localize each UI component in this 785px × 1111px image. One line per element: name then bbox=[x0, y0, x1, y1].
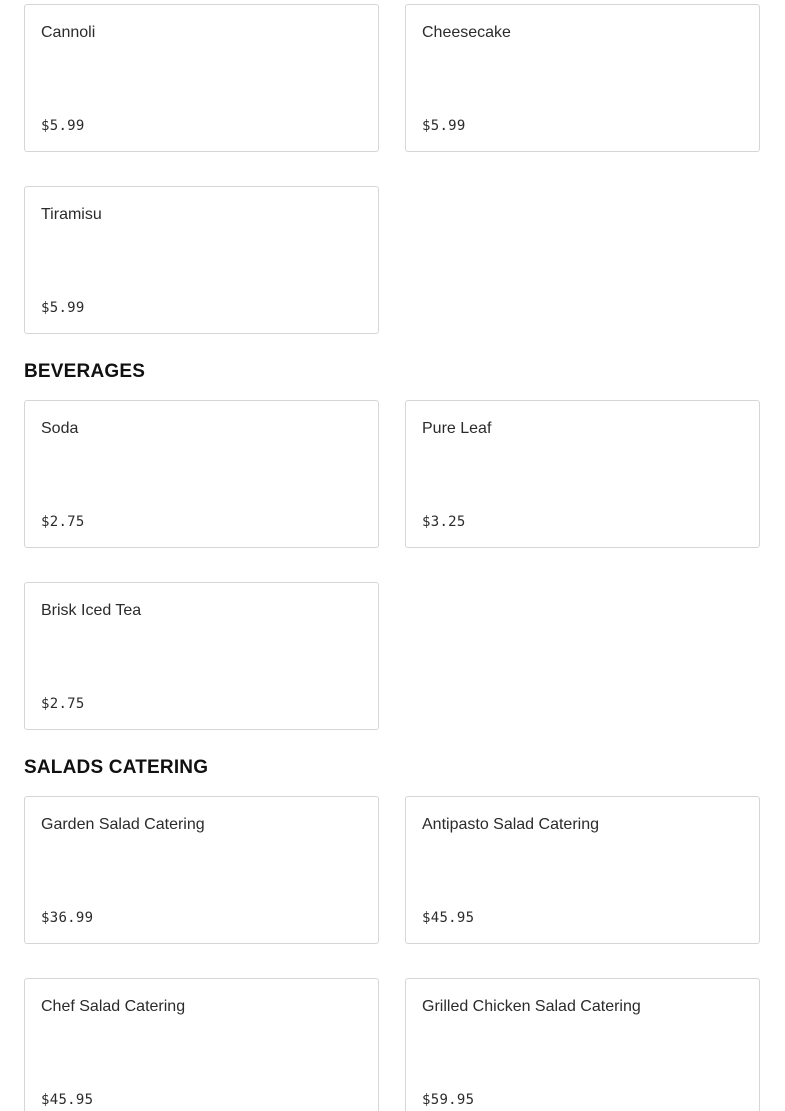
menu-item-card-cheesecake[interactable] bbox=[405, 4, 760, 152]
menu-item-name: Cheesecake bbox=[422, 24, 511, 41]
menu-item-card-chef-salad-catering[interactable] bbox=[24, 978, 379, 1111]
menu-item-price: $2.75 bbox=[41, 696, 85, 712]
menu-item-card-garden-salad-catering[interactable] bbox=[24, 796, 379, 944]
menu-item-card-pure-leaf[interactable] bbox=[405, 400, 760, 548]
menu-item-price: $2.75 bbox=[41, 514, 85, 530]
menu-item-name: Brisk Iced Tea bbox=[41, 602, 142, 619]
menu-item-name: Pure Leaf bbox=[422, 420, 492, 437]
menu-item-name: Chef Salad Catering bbox=[41, 998, 186, 1015]
section-heading-salads-catering: SALADS CATERING bbox=[24, 757, 209, 778]
menu-item-name: Tiramisu bbox=[41, 206, 102, 223]
menu-item-card-antipasto-salad-catering[interactable] bbox=[405, 796, 760, 944]
menu-item-name: Cannoli bbox=[41, 24, 96, 41]
menu-item-card-soda[interactable] bbox=[24, 400, 379, 548]
menu-item-price: $5.99 bbox=[41, 300, 85, 316]
menu-item-price: $59.95 bbox=[422, 1092, 475, 1108]
menu-item-price: $5.99 bbox=[422, 118, 466, 134]
menu-item-name: Antipasto Salad Catering bbox=[422, 816, 599, 833]
menu-item-name: Garden Salad Catering bbox=[41, 816, 205, 833]
menu-item-card-cannoli[interactable] bbox=[24, 4, 379, 152]
menu-item-card-brisk-iced-tea[interactable] bbox=[24, 582, 379, 730]
menu-item-name: Soda bbox=[41, 420, 79, 437]
menu-item-price: $3.25 bbox=[422, 514, 466, 530]
menu-item-price: $36.99 bbox=[41, 910, 94, 926]
section-heading-beverages: BEVERAGES bbox=[24, 361, 146, 382]
menu-item-price: $45.95 bbox=[41, 1092, 94, 1108]
menu-item-name: Grilled Chicken Salad Catering bbox=[422, 998, 641, 1015]
menu-item-card-tiramisu[interactable] bbox=[24, 186, 379, 334]
menu-item-price: $5.99 bbox=[41, 118, 85, 134]
menu-item-price: $45.95 bbox=[422, 910, 475, 926]
menu-item-card-grilled-chicken-salad-catering[interactable] bbox=[405, 978, 760, 1111]
